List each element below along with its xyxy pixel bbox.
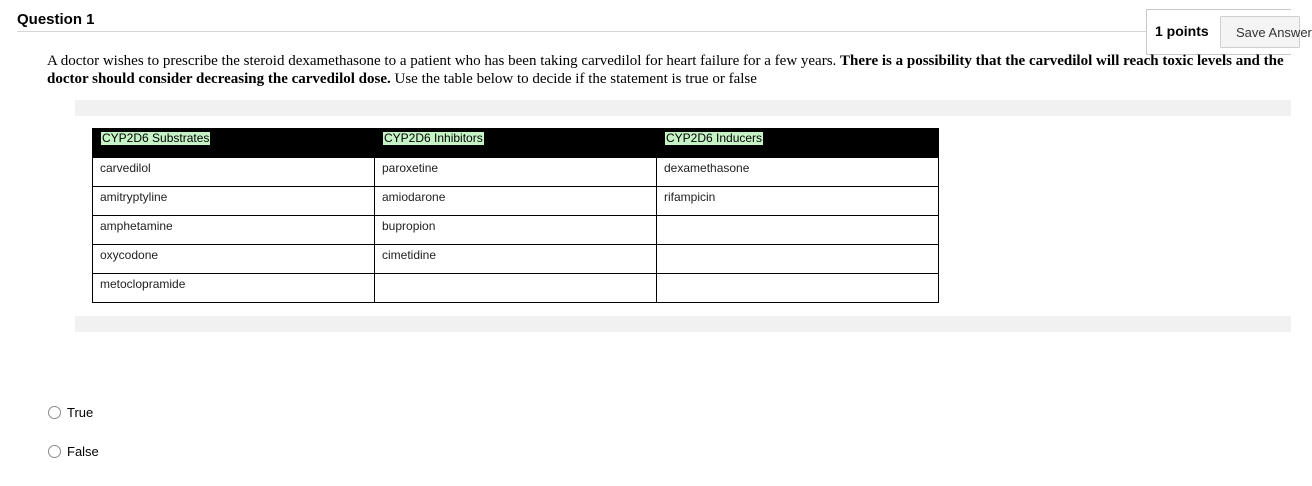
table-row (93, 158, 939, 187)
save-answer-button[interactable]: Save Answer (1220, 16, 1300, 48)
table-cell (657, 245, 939, 274)
content-divider-top (75, 100, 1291, 116)
header-inhibitors: CYP2D6 Inhibitors (384, 131, 483, 145)
answer-label-false: False (67, 444, 99, 459)
question-text (47, 52, 1287, 88)
table-cell: rifampicin (657, 187, 939, 216)
table-cell: amitryptyline (93, 187, 375, 216)
table-cell (657, 274, 939, 303)
table-cell: amiodarone (375, 187, 657, 216)
cyp2d6-table (92, 128, 939, 303)
table-row (93, 187, 939, 216)
question-text-part1: A doctor wishes to prescribe the steroid dexamethasone to a patient who has been taking carvedilol for heart failure for a few years. (47, 53, 841, 69)
table-header-cell (375, 129, 657, 158)
table-row (93, 274, 939, 303)
points-box (1146, 9, 1312, 55)
table-row (93, 245, 939, 274)
table-cell: dexamethasone (657, 158, 939, 187)
table-cell: paroxetine (375, 158, 657, 187)
table-cell: carvedilol (93, 158, 375, 187)
table-cell: amphetamine (93, 216, 375, 245)
points-label: 1 points (1155, 23, 1209, 39)
radio-false[interactable] (48, 445, 61, 458)
question-title: Question 1 (17, 11, 95, 28)
table-header-cell (93, 129, 375, 158)
radio-true[interactable] (48, 406, 61, 419)
table-header-cell (657, 129, 939, 158)
table-row (93, 216, 939, 245)
table-cell (657, 216, 939, 245)
table-cell: oxycodone (93, 245, 375, 274)
answer-label-true: True (67, 405, 94, 420)
content-divider-bottom (75, 316, 1291, 332)
question-text-part2: Use the table below to decide if the statement is true or false (390, 71, 757, 87)
question-header (17, 10, 1291, 32)
answer-option-true[interactable] (48, 405, 93, 420)
table-cell: metoclopramide (93, 274, 375, 303)
header-substrates: CYP2D6 Substrates (102, 131, 210, 145)
header-inducers: CYP2D6 Inducers (666, 131, 763, 145)
question-text-bold: There is a possibility that the carvedilol will reach toxic levels and the doctor should consider decreasing the carvedilol dose. (47, 53, 1284, 87)
table-header-row (93, 129, 939, 158)
answer-option-false[interactable] (48, 444, 99, 459)
table-cell: bupropion (375, 216, 657, 245)
table-cell: cimetidine (375, 245, 657, 274)
table-cell (375, 274, 657, 303)
